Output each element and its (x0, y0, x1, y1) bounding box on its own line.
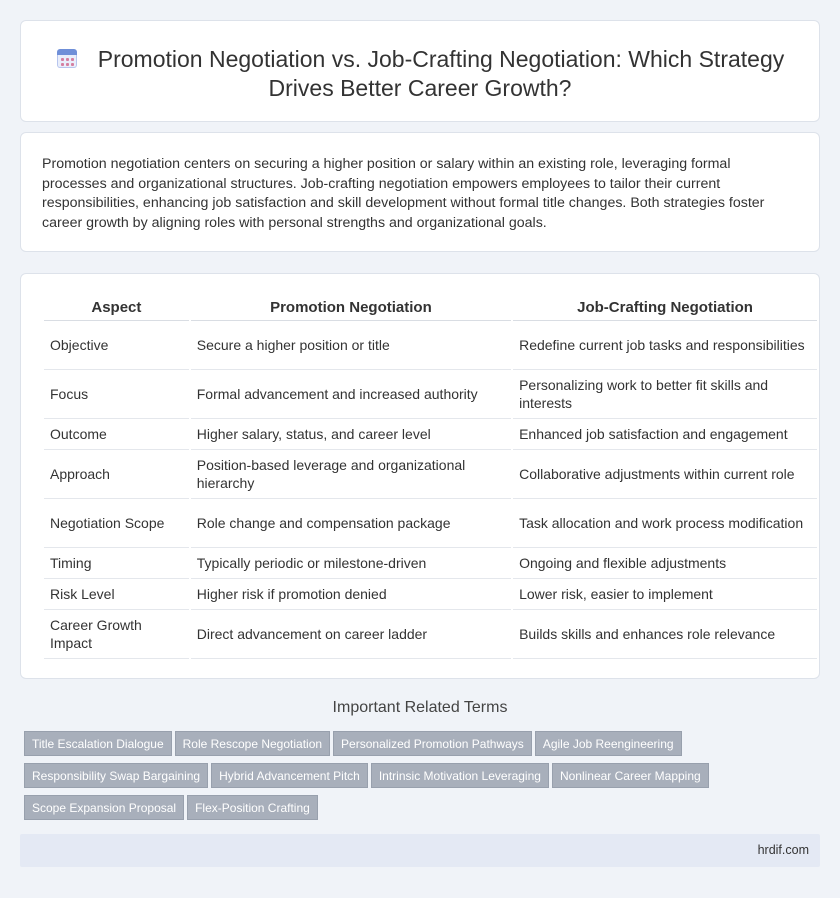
cell-aspect: Approach (44, 450, 189, 499)
table-row (44, 579, 817, 610)
intro-card (20, 132, 820, 252)
table-row (44, 610, 817, 659)
cell-promotion: Direct advancement on career ladder (191, 610, 511, 659)
comparison-table (42, 295, 819, 659)
tag-flex-position-crafting[interactable]: Flex-Position Crafting (187, 795, 318, 820)
calendar-icon (56, 47, 78, 69)
page-title-text: Promotion Negotiation vs. Job-Crafting Negotiation: Which Strategy Drives Better Career Growth? (97, 46, 785, 101)
header-promotion: Promotion Negotiation (191, 295, 511, 321)
tag-row (24, 795, 824, 827)
comparison-table-card (20, 273, 820, 679)
tag-row (24, 731, 824, 763)
cell-job-crafting: Personalizing work to better fit skills and interests (513, 370, 817, 419)
tag-agile-job-reengineering[interactable]: Agile Job Reengineering (535, 731, 682, 756)
page-title (21, 45, 819, 103)
tag-nonlinear-career-mapping[interactable]: Nonlinear Career Mapping (552, 763, 709, 788)
header-job-crafting: Job-Crafting Negotiation (513, 295, 817, 321)
table-row (44, 419, 817, 450)
tag-title-escalation-dialogue[interactable]: Title Escalation Dialogue (24, 731, 172, 756)
cell-promotion: Higher salary, status, and career level (191, 419, 511, 450)
table-header-row (44, 295, 817, 321)
tag-intrinsic-motivation-leveraging[interactable]: Intrinsic Motivation Leveraging (371, 763, 549, 788)
cell-job-crafting: Task allocation and work process modification (513, 499, 817, 548)
cell-promotion: Role change and compensation package (191, 499, 511, 548)
tag-personalized-promotion-pathways[interactable]: Personalized Promotion Pathways (333, 731, 532, 756)
tag-hybrid-advancement-pitch[interactable]: Hybrid Advancement Pitch (211, 763, 368, 788)
tag-scope-expansion-proposal[interactable]: Scope Expansion Proposal (24, 795, 184, 820)
cell-job-crafting: Redefine current job tasks and responsibilities (513, 321, 817, 370)
table-row (44, 450, 817, 499)
cell-aspect: Risk Level (44, 579, 189, 610)
intro-paragraph: Promotion negotiation centers on securing a higher position or salary within an existing role, leveraging formal processes and organizational structures. Job-crafting negotiation empowers employees to tailor their current responsibilities, enhancing job satisfaction and skill development without formal title changes. Both strategies foster career growth by aligning roles with personal strengths and organizational goals. (42, 156, 765, 231)
table-row (44, 548, 817, 579)
header-aspect: Aspect (44, 295, 189, 321)
cell-job-crafting: Builds skills and enhances role relevance (513, 610, 817, 659)
footer (20, 834, 820, 867)
cell-aspect: Career Growth Impact (44, 610, 189, 659)
cell-aspect: Objective (44, 321, 189, 370)
cell-promotion: Formal advancement and increased authority (191, 370, 511, 419)
table-row (44, 370, 817, 419)
table-row (44, 499, 817, 548)
cell-promotion: Position-based leverage and organizational hierarchy (191, 450, 511, 499)
tag-role-rescope-negotiation[interactable]: Role Rescope Negotiation (175, 731, 330, 756)
cell-job-crafting: Collaborative adjustments within current role (513, 450, 817, 499)
title-card (20, 20, 820, 122)
cell-aspect: Timing (44, 548, 189, 579)
cell-aspect: Negotiation Scope (44, 499, 189, 548)
footer-site-link[interactable]: hrdif.com (757, 843, 809, 857)
table-row (44, 321, 817, 370)
related-terms-list (24, 731, 824, 827)
tag-responsibility-swap-bargaining[interactable]: Responsibility Swap Bargaining (24, 763, 208, 788)
cell-job-crafting: Lower risk, easier to implement (513, 579, 817, 610)
cell-promotion: Typically periodic or milestone-driven (191, 548, 511, 579)
related-terms-heading: Important Related Terms (332, 699, 508, 716)
cell-promotion: Secure a higher position or title (191, 321, 511, 370)
cell-aspect: Outcome (44, 419, 189, 450)
cell-job-crafting: Ongoing and flexible adjustments (513, 548, 817, 579)
cell-job-crafting: Enhanced job satisfaction and engagement (513, 419, 817, 450)
tag-row (24, 763, 824, 795)
cell-aspect: Focus (44, 370, 189, 419)
cell-promotion: Higher risk if promotion denied (191, 579, 511, 610)
